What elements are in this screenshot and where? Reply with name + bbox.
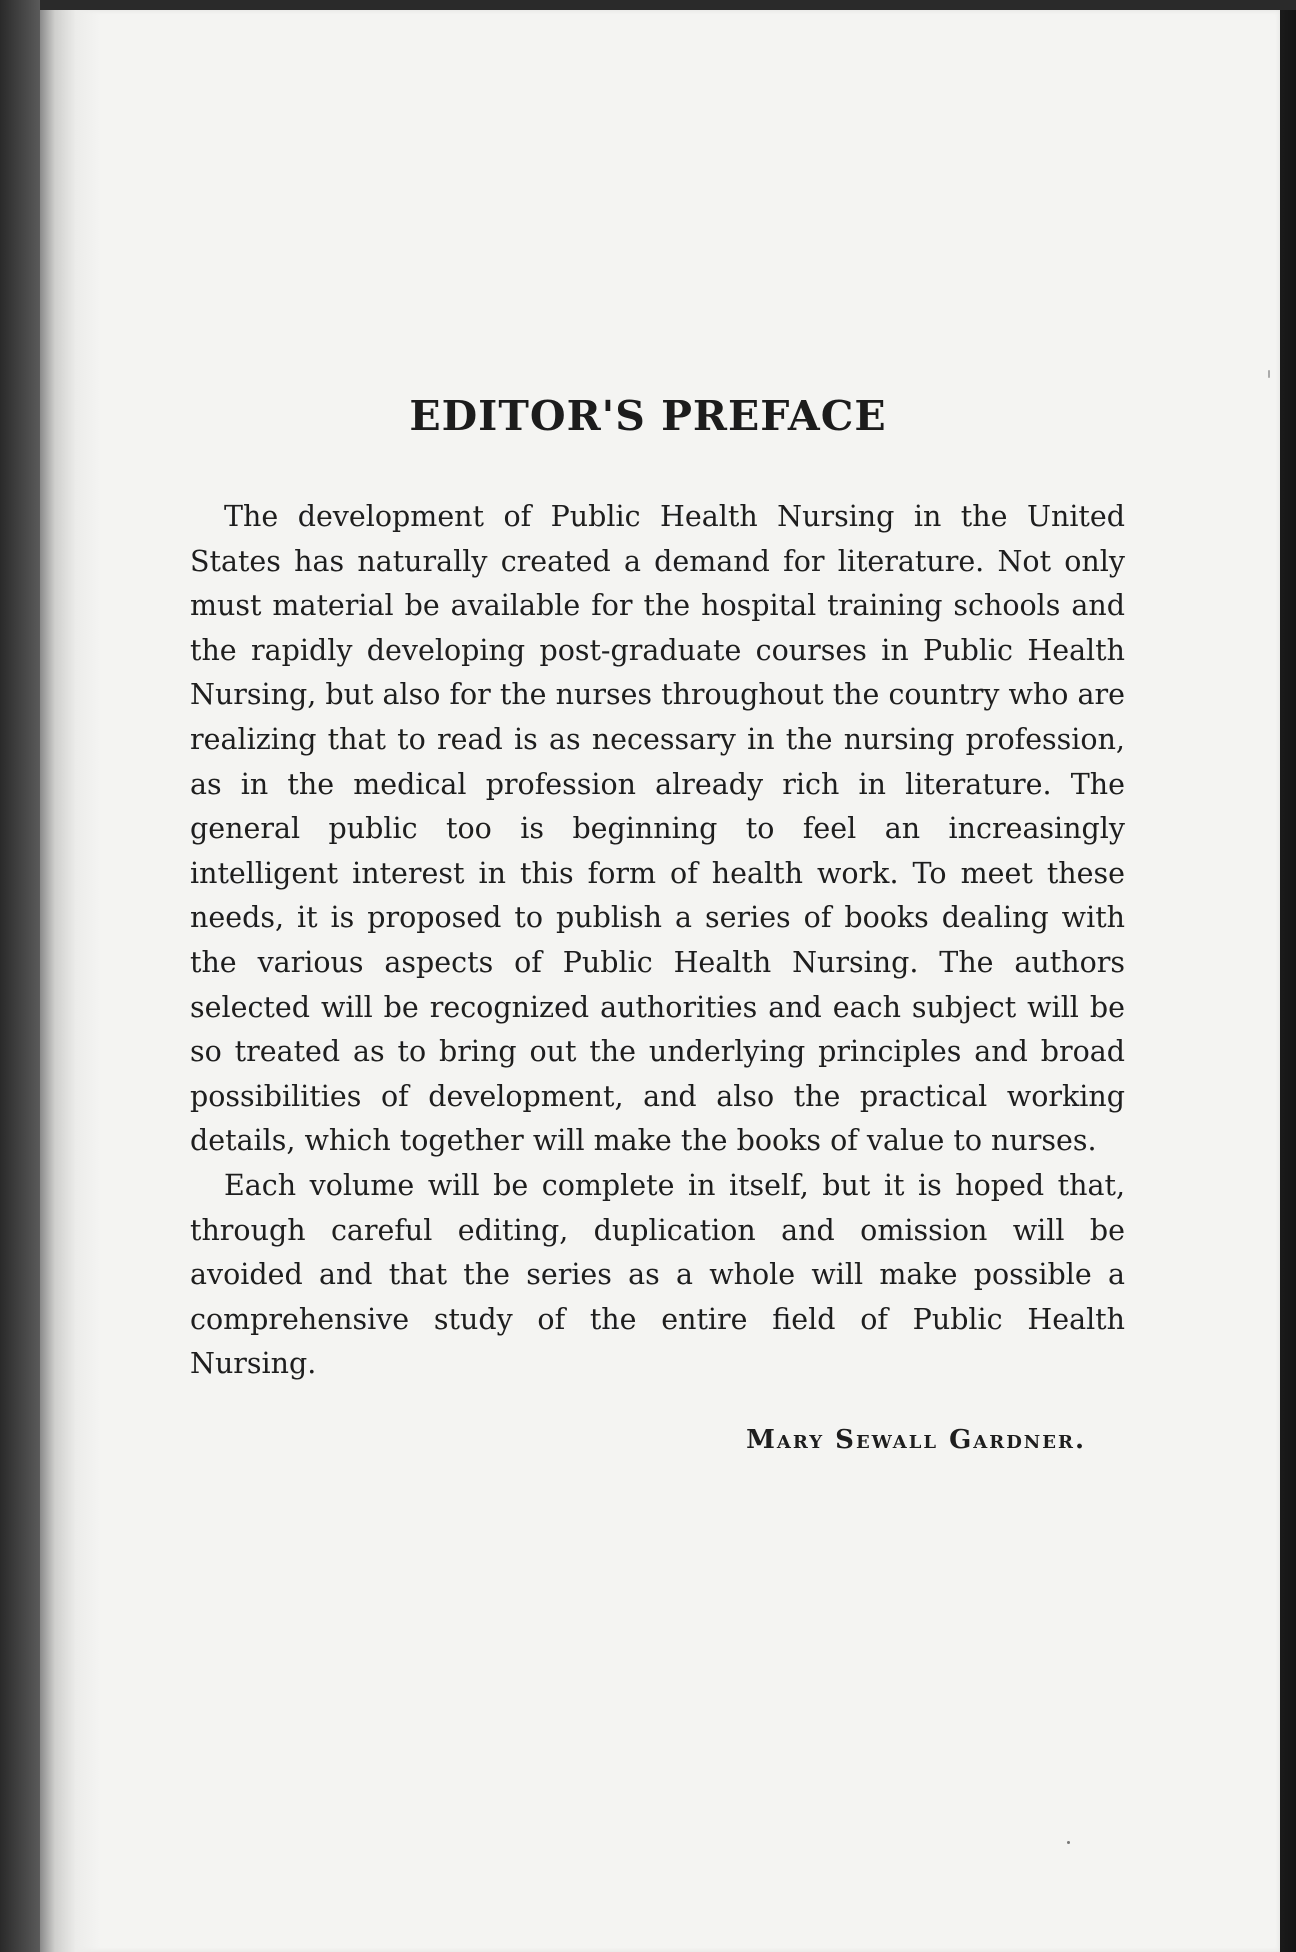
page-right-edge	[1282, 10, 1296, 1952]
author-signature: Mary Sewall Gardner.	[746, 1425, 1086, 1455]
paragraph-1: The development of Public Health Nursing in the United States has naturally created a demand for literature. Not only must material be available for the hospital training schools and the rapidly developing post-graduate courses in Public Health Nursing, but also for the nurses throughout the country who are realizing that to read is as necessary in the nursing profession, as in the medical profession already rich in literature. The general public too is beginning to feel an increasingly intelligent interest in this form of health work. To meet these needs, it is proposed to publish a series of books dealing with the various aspects of Public Health Nursing. The authors selected will be recognized authorities and each subject will be so treated as to bring out the underlying principles and broad possibilities of development, and also the practical working details, which together will make the books of value to nurses.	[190, 500, 1125, 1158]
preface-body	[190, 495, 1125, 1387]
scan-top-border	[0, 0, 1296, 10]
page-title: EDITOR'S PREFACE	[409, 392, 887, 440]
scan-left-border	[0, 0, 40, 1952]
page-gutter-shadow	[40, 10, 100, 1952]
paragraph-2: Each volume will be complete in itself, but it is hoped that, through careful editing, duplication and omission will be avoided and that the series as a whole will make possible a comprehensive study of the entire field of Public Health Nursing.	[190, 1168, 1125, 1381]
scan-speck	[1268, 370, 1270, 378]
scan-speck	[1067, 1841, 1070, 1844]
